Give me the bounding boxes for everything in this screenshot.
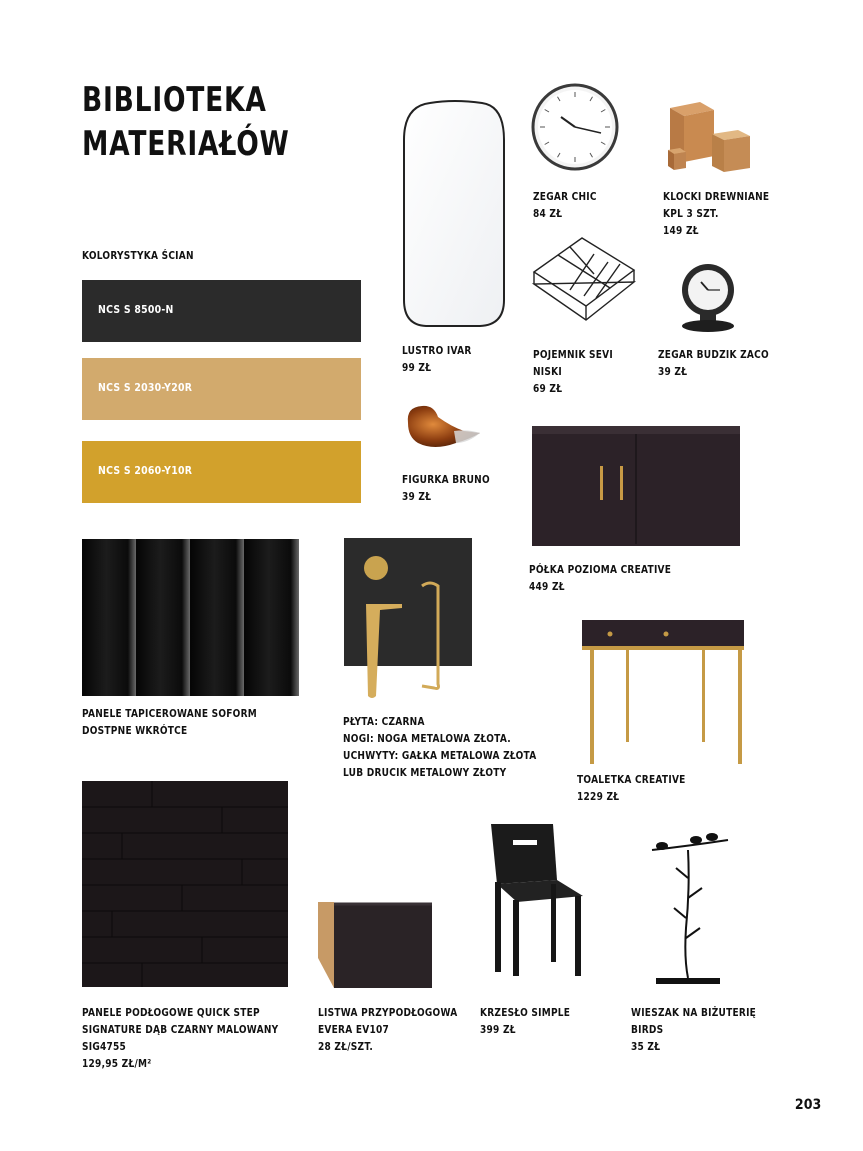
floor-variant: SIGNATURE DĄB CZARNY MALOWANY: [82, 1023, 279, 1036]
panels-availability: DOSTPNE WKRÓTCE: [82, 724, 188, 737]
container-name: POJEMNIK SEVI: [533, 348, 614, 361]
vanity-price: 1229 ZŁ: [577, 790, 620, 803]
floor-code: SIG4755: [82, 1040, 127, 1053]
chair-caption: [480, 1004, 570, 1038]
panels-caption: [82, 705, 257, 739]
title-line-1: BIBLIOTEKA: [82, 80, 267, 120]
figurine-price: 39 ZŁ: [402, 490, 432, 503]
shelf-price: 449 ZŁ: [529, 580, 565, 593]
wall-colors-heading: KOLORYSTYKA ŚCIAN: [82, 249, 194, 262]
panels-name: PANELE TAPICEROWANE SOFORM: [82, 707, 258, 720]
container-caption: [533, 346, 613, 397]
wooden-blocks-caption: [663, 188, 769, 239]
alarm-clock-price: 39 ZŁ: [658, 365, 688, 378]
floor-name: PANELE PODŁOGOWE QUICK STEP: [82, 1006, 260, 1019]
alarm-clock-image: [680, 262, 736, 334]
wooden-blocks-image: [664, 100, 760, 174]
wall-clock-name: ZEGAR CHIC: [533, 190, 597, 203]
alarm-clock-name: ZEGAR BUDZIK ZACO: [658, 348, 769, 361]
swatch-mustard-code: NCS S 2060-Y10R: [98, 464, 193, 477]
swatch-dark-code: NCS S 8500-N: [98, 303, 174, 316]
bird-figurine-image: [404, 403, 482, 451]
hanger-name: WIESZAK NA BIŻUTERIĘ: [631, 1006, 757, 1019]
figurine-name: FIGURKA BRUNO: [402, 473, 490, 486]
shelf-image: [530, 424, 742, 548]
page-title: [82, 78, 290, 166]
skirting-model: EVERA EV107: [318, 1023, 390, 1036]
hanger-price: 35 ZŁ: [631, 1040, 661, 1053]
mirror-name: LUSTRO IVAR: [402, 344, 472, 357]
wooden-blocks-price: 149 ZŁ: [663, 224, 699, 237]
chair-price: 399 ZŁ: [480, 1023, 516, 1036]
swatch-mustard: [82, 441, 361, 503]
jewelry-hanger-image: [648, 828, 732, 988]
swatch-beige: [82, 358, 361, 420]
page-number: 203: [794, 1097, 821, 1113]
board-caption: [343, 713, 536, 781]
skirting-name: LISTWA PRZYPODŁOGOWA: [318, 1006, 458, 1019]
floor-caption: [82, 1004, 278, 1072]
container-variant: NISKI: [533, 365, 562, 378]
vanity-name: TOALETKA CREATIVE: [577, 773, 686, 786]
upholstered-panels-image: [82, 539, 299, 696]
hanger-model: BIRDS: [631, 1023, 664, 1036]
wall-clock-price: 84 ZŁ: [533, 207, 563, 220]
vanity-image: [578, 616, 746, 766]
wall-clock-image: [531, 83, 619, 171]
container-price: 69 ZŁ: [533, 382, 563, 395]
skirting-price: 28 ZŁ/SZT.: [318, 1040, 374, 1053]
glass-container-image: [530, 234, 638, 326]
vanity-caption: [577, 771, 686, 805]
mirror-image: [400, 100, 508, 330]
mirror-price: 99 ZŁ: [402, 361, 432, 374]
title-line-2: MATERIAŁÓW: [82, 124, 290, 164]
board-legs: NOGI: NOGA METALOWA ZŁOTA.: [343, 732, 511, 745]
floor-price: 129,95 ZŁ/M²: [82, 1057, 152, 1070]
board-handles: UCHWYTY: GAŁKA METALOWA ZŁOTA: [343, 749, 537, 762]
wooden-blocks-set: KPL 3 SZT.: [663, 207, 719, 220]
alarm-clock-caption: [658, 346, 769, 380]
chair-image: [487, 820, 587, 978]
swatch-beige-code: NCS S 2030-Y20R: [98, 381, 193, 394]
swatch-dark: [82, 280, 361, 342]
shelf-name: PÓŁKA POZIOMA CREATIVE: [529, 563, 672, 576]
skirting-board-image: [316, 898, 434, 990]
mirror-caption: [402, 342, 472, 376]
wall-clock-caption: [533, 188, 597, 222]
wooden-blocks-name: KLOCKI DREWNIANE: [663, 190, 770, 203]
shelf-caption: [529, 561, 671, 595]
board-top: PŁYTA: CZARNA: [343, 715, 425, 728]
chair-name: KRZESŁO SIMPLE: [480, 1006, 571, 1019]
skirting-caption: [318, 1004, 457, 1055]
figurine-caption: [402, 471, 490, 505]
floor-panels-image: [82, 781, 288, 987]
board-handles-alt: LUB DRUCIK METALOWY ZŁOTY: [343, 766, 507, 779]
hanger-caption: [631, 1004, 756, 1055]
material-board-image: [342, 536, 476, 702]
